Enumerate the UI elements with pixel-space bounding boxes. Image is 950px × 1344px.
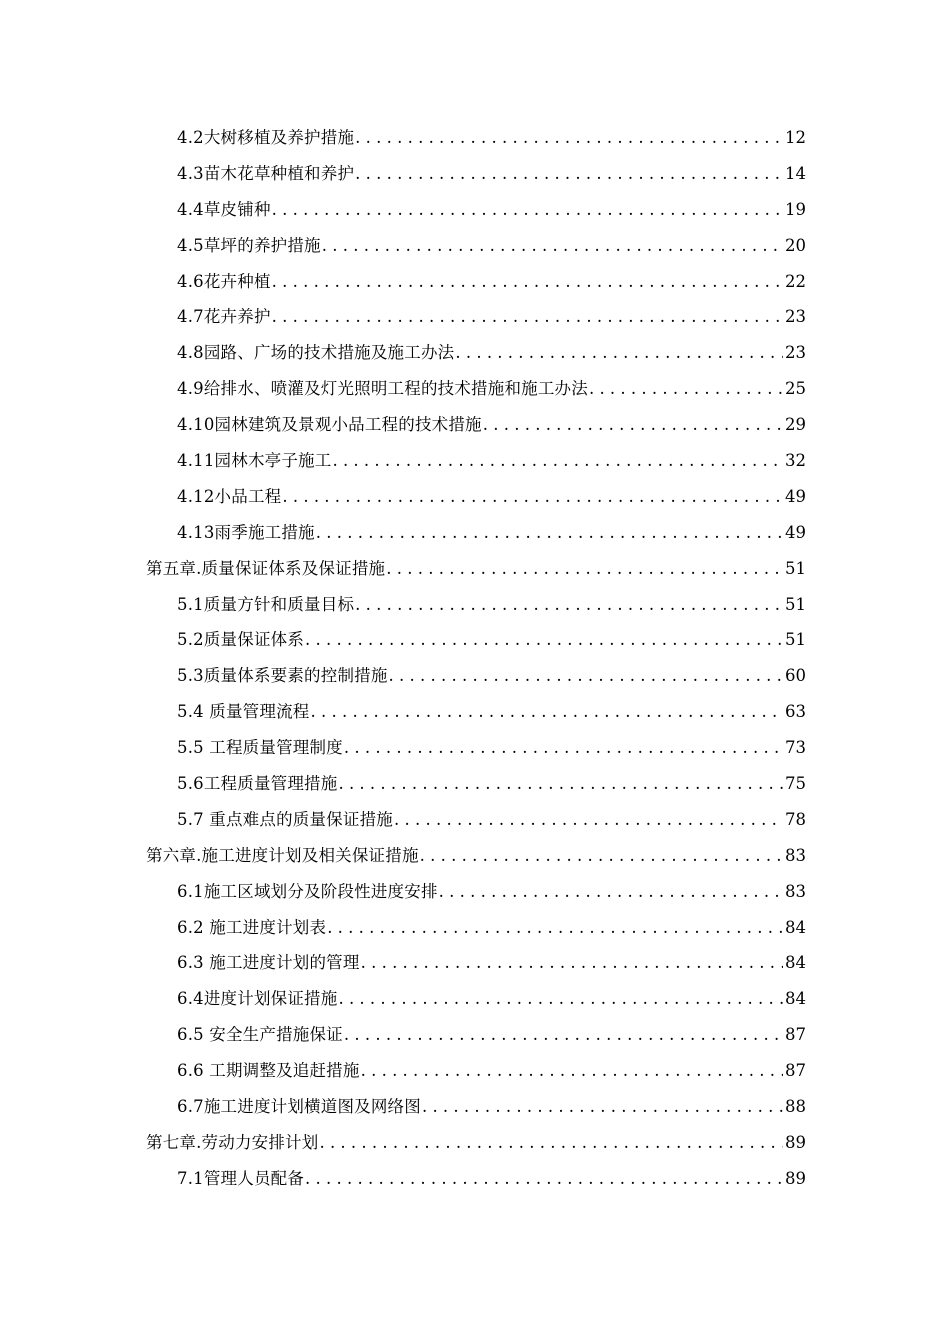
toc-entry-title: 5.1质量方针和质量目标 bbox=[177, 594, 355, 614]
toc-section-entry[interactable] bbox=[146, 120, 806, 156]
toc-entry-page-number: 84 bbox=[785, 917, 806, 937]
toc-section-entry[interactable] bbox=[146, 1017, 806, 1053]
toc-section-entry[interactable] bbox=[146, 981, 806, 1017]
toc-entry-title: 4.12小品工程 bbox=[177, 486, 282, 506]
toc-entry-title: 6.1施工区域划分及阶段性进度安排 bbox=[177, 881, 438, 901]
toc-dot-leader bbox=[272, 299, 783, 335]
toc-section-entry[interactable] bbox=[146, 515, 806, 551]
toc-entry-page-number: 12 bbox=[785, 128, 806, 147]
toc-entry-page-number: 87 bbox=[785, 1025, 806, 1045]
toc-entry-page-number: 49 bbox=[785, 486, 806, 506]
toc-chapter-entry[interactable] bbox=[146, 838, 806, 874]
toc-entry-page-number: 75 bbox=[785, 774, 806, 794]
toc-section-entry[interactable] bbox=[146, 1089, 806, 1125]
toc-dot-leader bbox=[355, 156, 783, 192]
toc-entry-title: 4.10园林建筑及景观小品工程的技术措施 bbox=[177, 415, 482, 435]
toc-dot-leader bbox=[316, 515, 783, 551]
toc-entry-title: 7.1管理人员配备 bbox=[177, 1168, 305, 1188]
toc-entry-page-number: 25 bbox=[785, 379, 806, 399]
toc-section-entry[interactable] bbox=[146, 1161, 806, 1197]
toc-section-entry[interactable] bbox=[146, 802, 806, 838]
toc-entry-page-number: 23 bbox=[785, 343, 806, 363]
toc-entry-page-number: 83 bbox=[785, 881, 806, 901]
toc-dot-leader bbox=[386, 551, 783, 587]
toc-entry-page-number: 60 bbox=[785, 666, 806, 686]
toc-entry-page-number: 51 bbox=[785, 630, 806, 650]
toc-entry-page-number: 22 bbox=[785, 271, 806, 291]
toc-entry-title: 5.3质量体系要素的控制措施 bbox=[177, 666, 388, 686]
toc-chapter-entry[interactable] bbox=[146, 551, 806, 587]
toc-entry-page-number: 14 bbox=[785, 163, 806, 183]
toc-dot-leader bbox=[282, 479, 783, 515]
toc-entry-title: 4.4草皮铺种 bbox=[177, 199, 271, 219]
toc-entry-title: 4.11园林木亭子施工 bbox=[177, 451, 332, 471]
toc-dot-leader bbox=[361, 1053, 783, 1089]
toc-dot-leader bbox=[305, 1161, 783, 1197]
toc-entry-title: 4.13雨季施工措施 bbox=[177, 522, 315, 542]
toc-entry-page-number: 49 bbox=[785, 522, 806, 542]
toc-section-entry[interactable] bbox=[146, 299, 806, 335]
toc-section-entry[interactable] bbox=[146, 156, 806, 192]
toc-dot-leader bbox=[589, 371, 783, 407]
toc-entry-page-number: 51 bbox=[785, 558, 806, 578]
toc-entry-title: 5.5 工程质量管理制度 bbox=[177, 738, 343, 758]
toc-section-entry[interactable] bbox=[146, 622, 806, 658]
toc-section-entry[interactable] bbox=[146, 479, 806, 515]
toc-entry-title: 5.2质量保证体系 bbox=[177, 630, 305, 650]
toc-entry-page-number: 89 bbox=[785, 1168, 806, 1188]
toc-entry-page-number: 63 bbox=[785, 702, 806, 722]
toc-dot-leader bbox=[338, 981, 783, 1017]
toc-entry-title: 5.4 质量管理流程 bbox=[177, 702, 310, 722]
toc-entry-title: 4.2大树移植及养护措施 bbox=[177, 128, 355, 147]
toc-entry-title: 6.2 施工进度计划表 bbox=[177, 917, 327, 937]
toc-entry-title: 4.9给排水、喷灌及灯光照明工程的技术措施和施工办法 bbox=[177, 379, 588, 399]
toc-dot-leader bbox=[355, 587, 783, 623]
toc-entry-page-number: 23 bbox=[785, 307, 806, 327]
toc-entry-title: 5.6工程质量管理措施 bbox=[177, 774, 338, 794]
toc-section-entry[interactable] bbox=[146, 371, 806, 407]
toc-entry-page-number: 78 bbox=[785, 809, 806, 829]
toc-section-entry[interactable] bbox=[146, 658, 806, 694]
toc-entry-title: 4.8园路、广场的技术措施及施工办法 bbox=[177, 343, 455, 363]
toc-dot-leader bbox=[344, 730, 783, 766]
toc-entry-title: 4.6花卉种植 bbox=[177, 271, 271, 291]
toc-entry-title: 第五章.质量保证体系及保证措施 bbox=[146, 558, 386, 578]
toc-chapter-entry[interactable] bbox=[146, 1125, 806, 1161]
toc-entry-title: 6.6 工期调整及追赶措施 bbox=[177, 1061, 360, 1081]
toc-dot-leader bbox=[355, 120, 783, 156]
toc-section-entry[interactable] bbox=[146, 766, 806, 802]
toc-dot-leader bbox=[338, 766, 783, 802]
toc-section-entry[interactable] bbox=[146, 407, 806, 443]
toc-entry-page-number: 87 bbox=[785, 1061, 806, 1081]
toc-section-entry[interactable] bbox=[146, 730, 806, 766]
toc-section-entry[interactable] bbox=[146, 192, 806, 228]
toc-dot-leader bbox=[420, 838, 783, 874]
toc-entry-page-number: 84 bbox=[785, 989, 806, 1009]
toc-entry-title: 第七章.劳动力安排计划 bbox=[146, 1132, 319, 1152]
toc-entry-page-number: 20 bbox=[785, 235, 806, 255]
toc-entry-page-number: 73 bbox=[785, 738, 806, 758]
toc-entry-page-number: 19 bbox=[785, 199, 806, 219]
toc-dot-leader bbox=[361, 945, 783, 981]
toc-section-entry[interactable] bbox=[146, 874, 806, 910]
toc-dot-leader bbox=[394, 802, 783, 838]
toc-entry-title: 6.5 安全生产措施保证 bbox=[177, 1025, 343, 1045]
toc-entry-page-number: 84 bbox=[785, 953, 806, 973]
toc-entry-title: 6.3 施工进度计划的管理 bbox=[177, 953, 360, 973]
toc-section-entry[interactable] bbox=[146, 1053, 806, 1089]
toc-dot-leader bbox=[455, 335, 783, 371]
toc-dot-leader bbox=[305, 622, 783, 658]
toc-entry-title: 4.7花卉养护 bbox=[177, 307, 271, 327]
toc-section-entry[interactable] bbox=[146, 694, 806, 730]
toc-dot-leader bbox=[439, 874, 783, 910]
toc-section-entry[interactable] bbox=[146, 228, 806, 264]
toc-dot-leader bbox=[483, 407, 783, 443]
toc-dot-leader bbox=[389, 658, 783, 694]
toc-dot-leader bbox=[422, 1089, 783, 1125]
toc-dot-leader bbox=[319, 1125, 783, 1161]
toc-section-entry[interactable] bbox=[146, 587, 806, 623]
toc-dot-leader bbox=[272, 192, 783, 228]
toc-entry-title: 4.3苗木花草种植和养护 bbox=[177, 163, 355, 183]
toc-entry-title: 4.5草坪的养护措施 bbox=[177, 235, 321, 255]
toc-entry-title: 6.4进度计划保证措施 bbox=[177, 989, 338, 1009]
toc-section-entry[interactable] bbox=[146, 264, 806, 300]
toc-entry-page-number: 51 bbox=[785, 594, 806, 614]
toc-entry-title: 6.7施工进度计划横道图及网络图 bbox=[177, 1097, 421, 1117]
toc-entry-title: 5.7 重点难点的质量保证措施 bbox=[177, 809, 393, 829]
toc-entry-title: 第六章.施工进度计划及相关保证措施 bbox=[146, 845, 419, 865]
toc-entry-page-number: 88 bbox=[785, 1097, 806, 1117]
toc-section-entry[interactable] bbox=[146, 335, 806, 371]
toc-section-entry[interactable] bbox=[146, 945, 806, 981]
toc-entry-page-number: 32 bbox=[785, 451, 806, 471]
toc-entry-page-number: 83 bbox=[785, 845, 806, 865]
toc-section-entry[interactable] bbox=[146, 443, 806, 479]
table-of-contents bbox=[146, 120, 806, 1197]
toc-dot-leader bbox=[332, 443, 783, 479]
toc-entry-page-number: 89 bbox=[785, 1132, 806, 1152]
toc-dot-leader bbox=[322, 228, 783, 264]
toc-dot-leader bbox=[327, 910, 783, 946]
toc-section-entry[interactable] bbox=[146, 910, 806, 946]
toc-dot-leader bbox=[272, 264, 783, 300]
toc-entry-page-number: 29 bbox=[785, 415, 806, 435]
toc-dot-leader bbox=[311, 694, 784, 730]
toc-dot-leader bbox=[344, 1017, 783, 1053]
